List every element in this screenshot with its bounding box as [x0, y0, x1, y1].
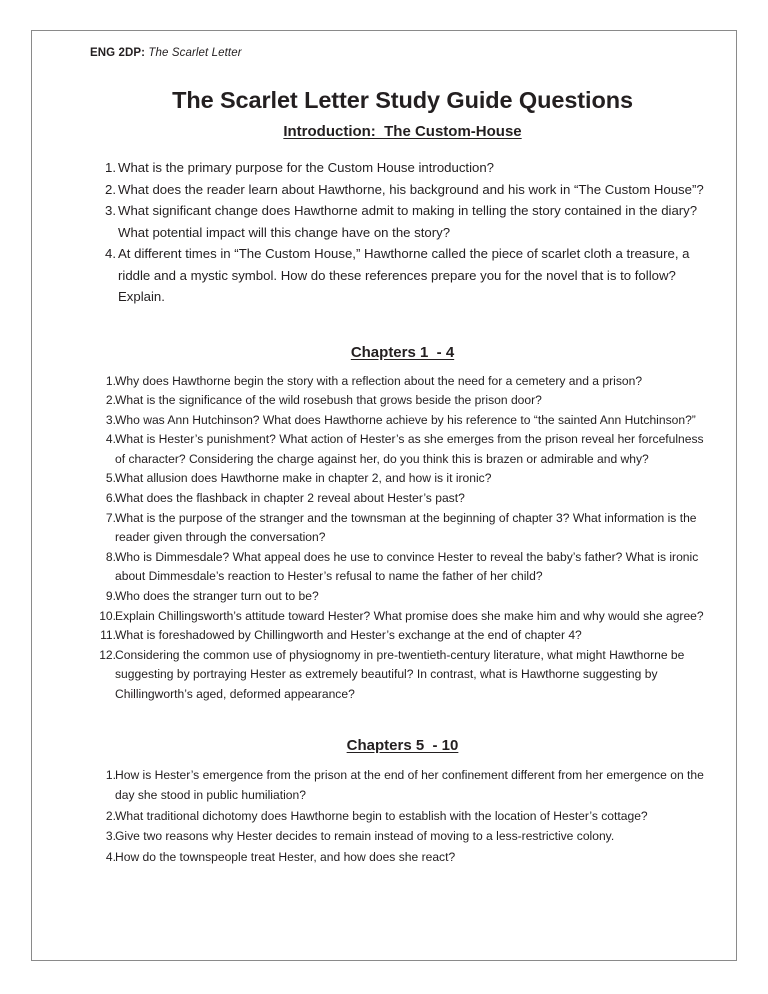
- list-item: [90, 200, 715, 243]
- list-item-number: 6.: [105, 491, 116, 506]
- list-item: [90, 430, 715, 469]
- section-heading-chapters-1-4: [90, 342, 715, 364]
- list-item-number: 3.: [105, 203, 116, 218]
- list-item: [90, 509, 715, 548]
- document-page: [31, 30, 737, 961]
- list-item-number: 3.: [105, 412, 116, 427]
- list-item: [90, 243, 715, 308]
- list-item-text: What does the flashback in chapter 2 reveal about Hester’s past?: [115, 491, 465, 506]
- list-item-number: 1.: [105, 767, 116, 782]
- question-list-introduction: [90, 157, 715, 308]
- list-item: [90, 179, 715, 201]
- question-list-chapters-5-10: [90, 765, 715, 868]
- section-heading-chapters-5-10-text: Chapters 5 - 10: [346, 736, 459, 754]
- question-list-chapters-1-4: [90, 372, 715, 705]
- list-item: [90, 411, 715, 431]
- list-item-text: How do the townspeople treat Hester, and how does she react?: [115, 849, 456, 864]
- spacer: [90, 308, 715, 342]
- list-item: [90, 847, 715, 868]
- spacer: [90, 143, 715, 157]
- list-item: [90, 372, 715, 392]
- list-item-number: 7.: [105, 510, 116, 525]
- list-item: [90, 489, 715, 509]
- page-title: The Scarlet Letter Study Guide Questions: [172, 87, 633, 113]
- list-item: [90, 607, 715, 627]
- list-item-text: What significant change does Hawthorne admit to making in telling the story contained in the diary? What potential impact will this change have on the story?: [118, 203, 698, 240]
- document-header: [90, 45, 715, 61]
- list-item-text: What is the primary purpose for the Custom House introduction?: [118, 160, 495, 175]
- list-item: [90, 646, 715, 705]
- list-item-number: 4.: [105, 246, 116, 261]
- list-item-text: Who was Ann Hutchinson? What does Hawthorne achieve by his reference to “the sainted Ann Hutchinson?”: [115, 412, 696, 427]
- list-item-text: Who does the stranger turn out to be?: [115, 589, 319, 604]
- course-code: ENG 2DP:: [90, 47, 146, 59]
- list-item-number: 2.: [105, 393, 116, 408]
- section-heading-introduction: [90, 121, 715, 143]
- list-item-number: 2.: [105, 808, 116, 823]
- list-item-text: How is Hester’s emergence from the prison at the end of her confinement different from her emergence on the day she stood in public humiliation?: [115, 767, 704, 803]
- list-item-number: 10.: [99, 608, 116, 623]
- list-item: [90, 765, 715, 806]
- list-item: [90, 157, 715, 179]
- list-item-text: What traditional dichotomy does Hawthorne begin to establish with the location of Hester’s cottage?: [115, 808, 648, 823]
- work-title: The Scarlet Letter: [148, 47, 242, 59]
- list-item-number: 3.: [105, 829, 116, 844]
- spacer: [90, 364, 715, 372]
- list-item-number: 9.: [105, 589, 116, 604]
- document-content: [90, 45, 715, 868]
- list-item-number: 11.: [100, 628, 116, 643]
- list-item-number: 12.: [99, 647, 116, 662]
- section-heading-chapters-5-10: [90, 735, 715, 757]
- list-item-number: 1.: [105, 373, 116, 388]
- list-item: [90, 806, 715, 827]
- list-item-number: 8.: [105, 549, 116, 564]
- list-item-text: Why does Hawthorne begin the story with a reflection about the need for a cemetery and a prison?: [115, 373, 643, 388]
- list-item-text: What is foreshadowed by Chillingworth and Hester’s exchange at the end of chapter 4?: [115, 628, 582, 643]
- list-item-text: At different times in “The Custom House,” Hawthorne called the piece of scarlet cloth a treasure, a riddle and a mystic symbol. How do these references prepare you for the novel that is to follow? Explain.: [118, 246, 690, 304]
- list-item: [90, 626, 715, 646]
- list-item-number: 1.: [105, 160, 116, 175]
- list-item-number: 2.: [105, 181, 116, 197]
- list-item: [90, 587, 715, 607]
- list-item-text: What is the significance of the wild rosebush that grows beside the prison door?: [115, 393, 542, 408]
- list-item-text: Explain Chillingsworth’s attitude toward Hester? What promise does she make him and why would she agree?: [115, 608, 704, 623]
- list-item: [90, 469, 715, 489]
- spacer: [90, 705, 715, 735]
- section-heading-chapters-1-4-text: Chapters 1 - 4: [350, 343, 455, 361]
- list-item-number: 4.: [105, 432, 116, 447]
- list-item-text: What is Hester’s punishment? What action of Hester’s as she emerges from the prison reveal her forcefulness of character? Considering the charge against her, do you think this is brazen or admirable and why?: [115, 432, 704, 466]
- list-item: [90, 391, 715, 411]
- section-heading-introduction-text: Introduction: The Custom-House: [283, 123, 522, 140]
- list-item-number: 5.: [105, 471, 116, 486]
- list-item-text: Considering the common use of physiognomy in pre-twentieth-century literature, what might Hawthorne be suggesting by portraying Hester as extremely beautiful? In contrast, what is Hawthorne suggesting by Chillingworth’s aged, deformed appearance?: [115, 647, 685, 701]
- list-item: [90, 548, 715, 587]
- list-item: [90, 826, 715, 847]
- list-item-text: What is the purpose of the stranger and the townsman at the beginning of chapter 3? What information is the reader given through the conversation?: [115, 510, 697, 545]
- list-item-text: What allusion does Hawthorne make in chapter 2, and how is it ironic?: [115, 471, 492, 486]
- list-item-text: Who is Dimmesdale? What appeal does he use to convince Hester to reveal the baby’s father? What is ironic about Dimmesdale’s reaction to Hester’s refusal to name the father of her child?: [115, 549, 699, 584]
- spacer: [90, 757, 715, 765]
- list-item-text: Give two reasons why Hester decides to remain instead of moving to a less-restrictive colony.: [115, 829, 615, 844]
- list-item-text: What does the reader learn about Hawthorne, his background and his work in “The Custom House”?: [118, 181, 704, 197]
- list-item-number: 4.: [105, 849, 116, 864]
